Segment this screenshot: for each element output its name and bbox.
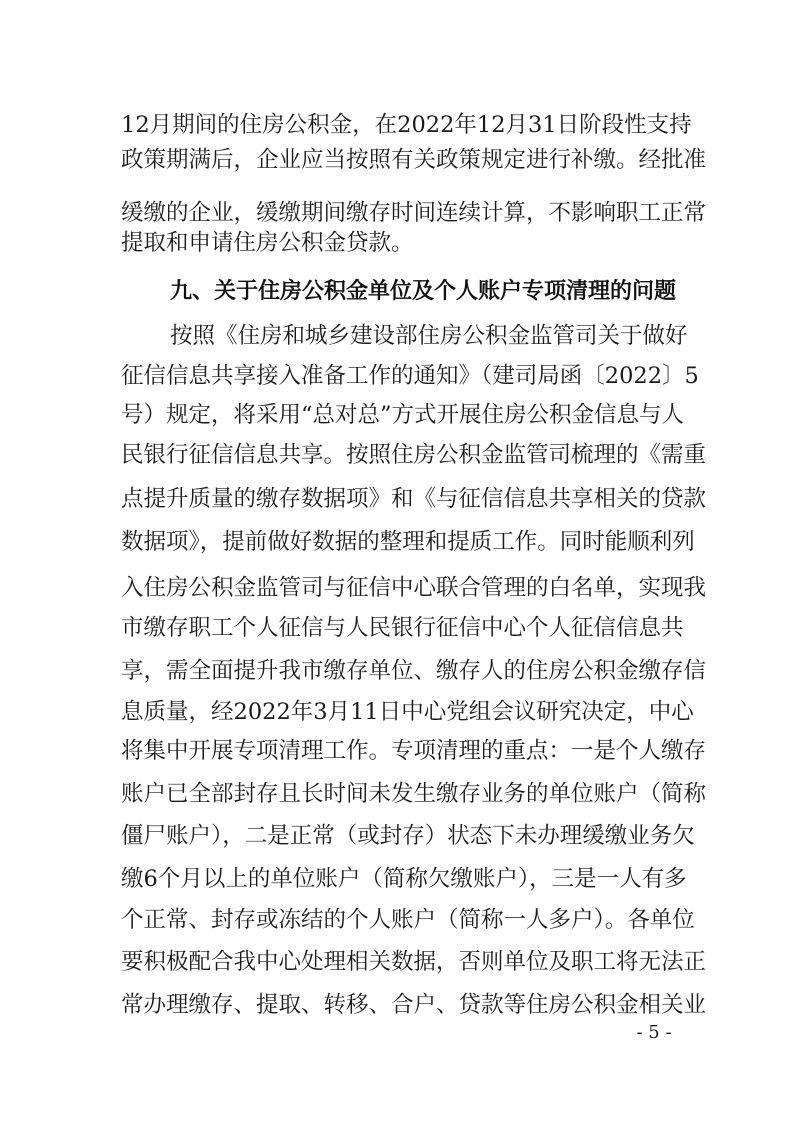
section-line-16: 要积极配合我中心处理相关数据，否则单位及职工将无法正	[121, 949, 707, 975]
section-heading: 九、关于住房公积金单位及个人账户专项清理的问题	[170, 279, 677, 304]
body-line-4: 提取和申请住房公积金贷款。	[121, 230, 414, 256]
section-line-1: 按照《住房和城乡建设部住房公积金监管司关于做好	[170, 323, 688, 349]
section-line-9: 享，需全面提升我市缴存单位、缴存人的住房公积金缴存信	[121, 658, 707, 684]
section-line-17: 常办理缴存、提取、转移、合户、贷款等住房公积金相关业	[121, 992, 707, 1018]
section-line-8: 市缴存职工个人征信与人民银行征信中心个人征信信息共	[121, 615, 684, 641]
section-line-5: 点提升质量的缴存数据项》和《与征信信息共享相关的贷款	[121, 486, 707, 512]
section-line-15: 个正常、封存或冻结的个人账户（简称一人多户）。各单位	[121, 907, 695, 933]
section-line-11: 将集中开展专项清理工作。专项清理的重点：一是个人缴存	[121, 738, 707, 764]
body-line-1: 12月期间的住房公积金，在2022年12月31日阶段性支持	[121, 112, 692, 138]
section-line-13: 僵尸账户），二是正常（或封存）状态下未办理缓缴业务欠	[121, 823, 695, 849]
section-line-14: 缴6个月以上的单位账户（简称欠缴账户），三是一人有多	[121, 866, 687, 892]
section-line-7: 入住房公积金监管司与征信中心联合管理的白名单，实现我	[121, 575, 707, 601]
section-line-4: 民银行征信信息共享。按照住房公积金监管司梳理的《需重	[121, 442, 707, 468]
body-line-2: 政策期满后，企业应当按照有关政策规定进行补缴。经批准	[121, 147, 707, 173]
body-line-3: 缓缴的企业，缓缴期间缴存时间连续计算，不影响职工正常	[121, 200, 707, 226]
section-line-10: 息质量，经2022年3月11日中心党组会议研究决定，中心	[121, 699, 694, 725]
section-line-6: 数据项》，提前做好数据的整理和提质工作。同时能顺利列	[121, 529, 695, 555]
page-number: - 5 -	[636, 1022, 672, 1043]
section-line-2: 征信信息共享接入准备工作的通知》（建司局函〔2022〕5	[121, 363, 699, 389]
section-line-3: 号）规定，将采用“总对总”方式开展住房公积金信息与人	[121, 402, 685, 428]
section-line-12: 账户已全部封存且长时间未发生缴存业务的单位账户（简称	[121, 781, 707, 807]
